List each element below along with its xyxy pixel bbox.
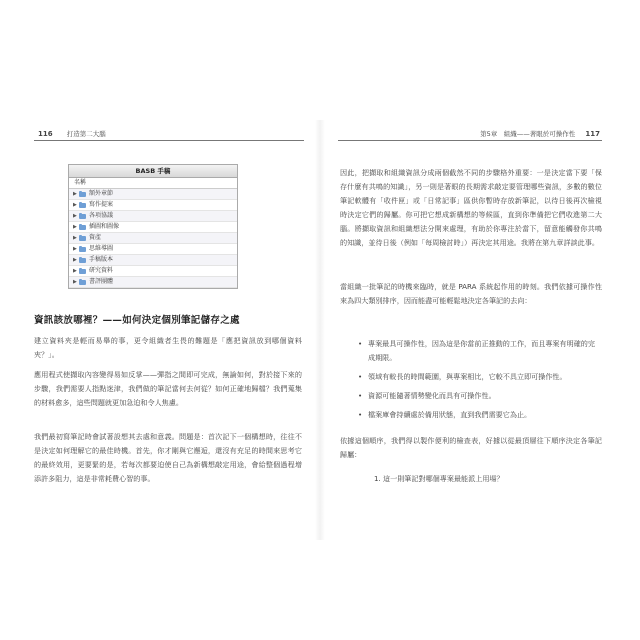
disclosure-triangle-icon[interactable]: ▶ <box>73 257 77 263</box>
right-page <box>320 0 640 640</box>
folder-window-title: BASB 手稿 <box>69 165 237 178</box>
disclosure-triangle-icon[interactable]: ▶ <box>73 268 77 274</box>
folder-item[interactable] <box>69 266 237 277</box>
folder-label: 各項協議 <box>89 212 114 219</box>
disclosure-triangle-icon[interactable]: ▶ <box>73 279 77 285</box>
list-item: • 專案最具可操作性，因為這是你當前正推動的工作，而且專案有明確的完成期限。 <box>360 337 600 365</box>
right-page-header <box>480 129 600 138</box>
folder-label: 手稿版本 <box>89 256 114 263</box>
body-paragraph: 應用程式使擷取內容變得易如反掌——彈指之間即可完成，無論如何，對於接下來的步驟，我們需要人指點迷津，我們做的筆記當何去何從？如何正確地歸檔？我們蒐集的材料愈多，這些問題就更加急迫和令人焦慮。 <box>34 370 302 407</box>
body-paragraph: 當組織一批筆記的時機來臨時，就是 PARA 系統起作用的時刻。我們依據可操作性來為四大類別排序，因而能盡可能輕鬆地決定各筆記的去向： <box>340 282 602 305</box>
list-item: • 檔案庫會持續處於備用狀態，直到我們需要它為止。 <box>360 408 600 422</box>
right-page-number: 117 <box>585 130 600 138</box>
folder-item[interactable] <box>69 244 237 255</box>
folder-label: 額外章節 <box>89 190 114 197</box>
folder-item[interactable] <box>69 277 237 288</box>
folder-label: 書評團體 <box>89 278 114 285</box>
body-paragraph: 因此，把擷取和組織資訊分成兩個截然不同的步驟格外重要：一是決定當下要「保存什麼有共鳴的知識」，另一則是著眼的長期需求敲定要管理哪些資訊，多數的數位筆記軟體有「收件匣」或「日常記事」區供你暫時存放新筆記，以待日後再次檢視時決定它們的歸屬。你可把它想成新構想的等候區，直到你準備把它們收進第二大腦。將擷取資訊和組織想法分開來處理，有助於你專注於當下，留意能觸發你共鳴的知識，並待日後（例如「每周檢討時」）再決定其用途。我將在第九章詳談此事。 <box>340 168 602 247</box>
folder-icon <box>79 236 86 241</box>
folder-column-header: 名稱 <box>69 178 237 189</box>
folder-item[interactable] <box>69 233 237 244</box>
folder-icon <box>79 258 86 263</box>
folder-icon <box>79 280 86 285</box>
folder-item[interactable] <box>69 200 237 211</box>
left-header-rule <box>34 140 304 141</box>
folder-item[interactable] <box>69 211 237 222</box>
disclosure-triangle-icon[interactable]: ▶ <box>73 213 77 219</box>
folder-icon <box>79 214 86 219</box>
disclosure-triangle-icon[interactable]: ▶ <box>73 224 77 230</box>
right-header-rule <box>338 140 602 141</box>
folder-icon <box>79 225 86 230</box>
list-item: • 資源可能隨著情勢變化而具有可操作性。 <box>360 389 600 403</box>
basb-folder-window <box>68 164 238 289</box>
disclosure-triangle-icon[interactable]: ▶ <box>73 202 77 208</box>
disclosure-triangle-icon[interactable]: ▶ <box>73 191 77 197</box>
folder-label: 插圖和圖像 <box>89 223 120 230</box>
folder-icon <box>79 203 86 208</box>
folder-item[interactable] <box>69 255 237 266</box>
folder-label: 研究資料 <box>89 267 114 274</box>
body-paragraph: 我們最初寫筆記時會試著設想其去處和意義。問題是：首次記下一個構想時，往往不是決定如何理解它的最佳時機。首先，你才剛與它邂逅，還沒有充足的時間來思考它的最終效用，更要緊的是，若每次都要迫使自己為新構想敲定用途，會給整個過程增添許多阻力，這是非常耗費心智的事。 <box>34 432 302 483</box>
folder-list <box>69 189 237 288</box>
folder-label: 寫作提案 <box>89 201 114 208</box>
left-page-number: 116 <box>38 130 53 138</box>
folder-item[interactable] <box>69 189 237 200</box>
body-paragraph: 依據這個順序，我們得以製作便利的檢查表，好據以從最頂層往下順序決定各筆記歸屬： <box>340 436 602 459</box>
actionability-list <box>360 337 600 427</box>
folder-item[interactable] <box>69 222 237 233</box>
folder-label: 思維導圖 <box>89 245 114 252</box>
body-paragraph: 建立資料夾是輕而易舉的事，更令組織者生畏的難題是「應把資訊放到哪個資料夾？」。 <box>34 336 302 359</box>
disclosure-triangle-icon[interactable]: ▶ <box>73 235 77 241</box>
checklist-question: 1. 這一則筆記對哪個專案最能派上用場？ <box>374 474 504 483</box>
right-running-title: 第5章 組織——著眼於可操作性 <box>480 130 576 138</box>
list-item: • 領域有較長的時間範圍，與專案相比，它較不具立即可操作性。 <box>360 370 600 384</box>
folder-icon <box>79 192 86 197</box>
folder-icon <box>79 269 86 274</box>
left-page-header <box>38 129 106 138</box>
left-running-title: 打造第二大腦 <box>66 130 106 138</box>
disclosure-triangle-icon[interactable]: ▶ <box>73 246 77 252</box>
folder-icon <box>79 247 86 252</box>
section-heading: 資訊該放哪裡？——如何決定個別筆記儲存之處 <box>34 315 240 326</box>
folder-label: 資產 <box>89 234 102 241</box>
